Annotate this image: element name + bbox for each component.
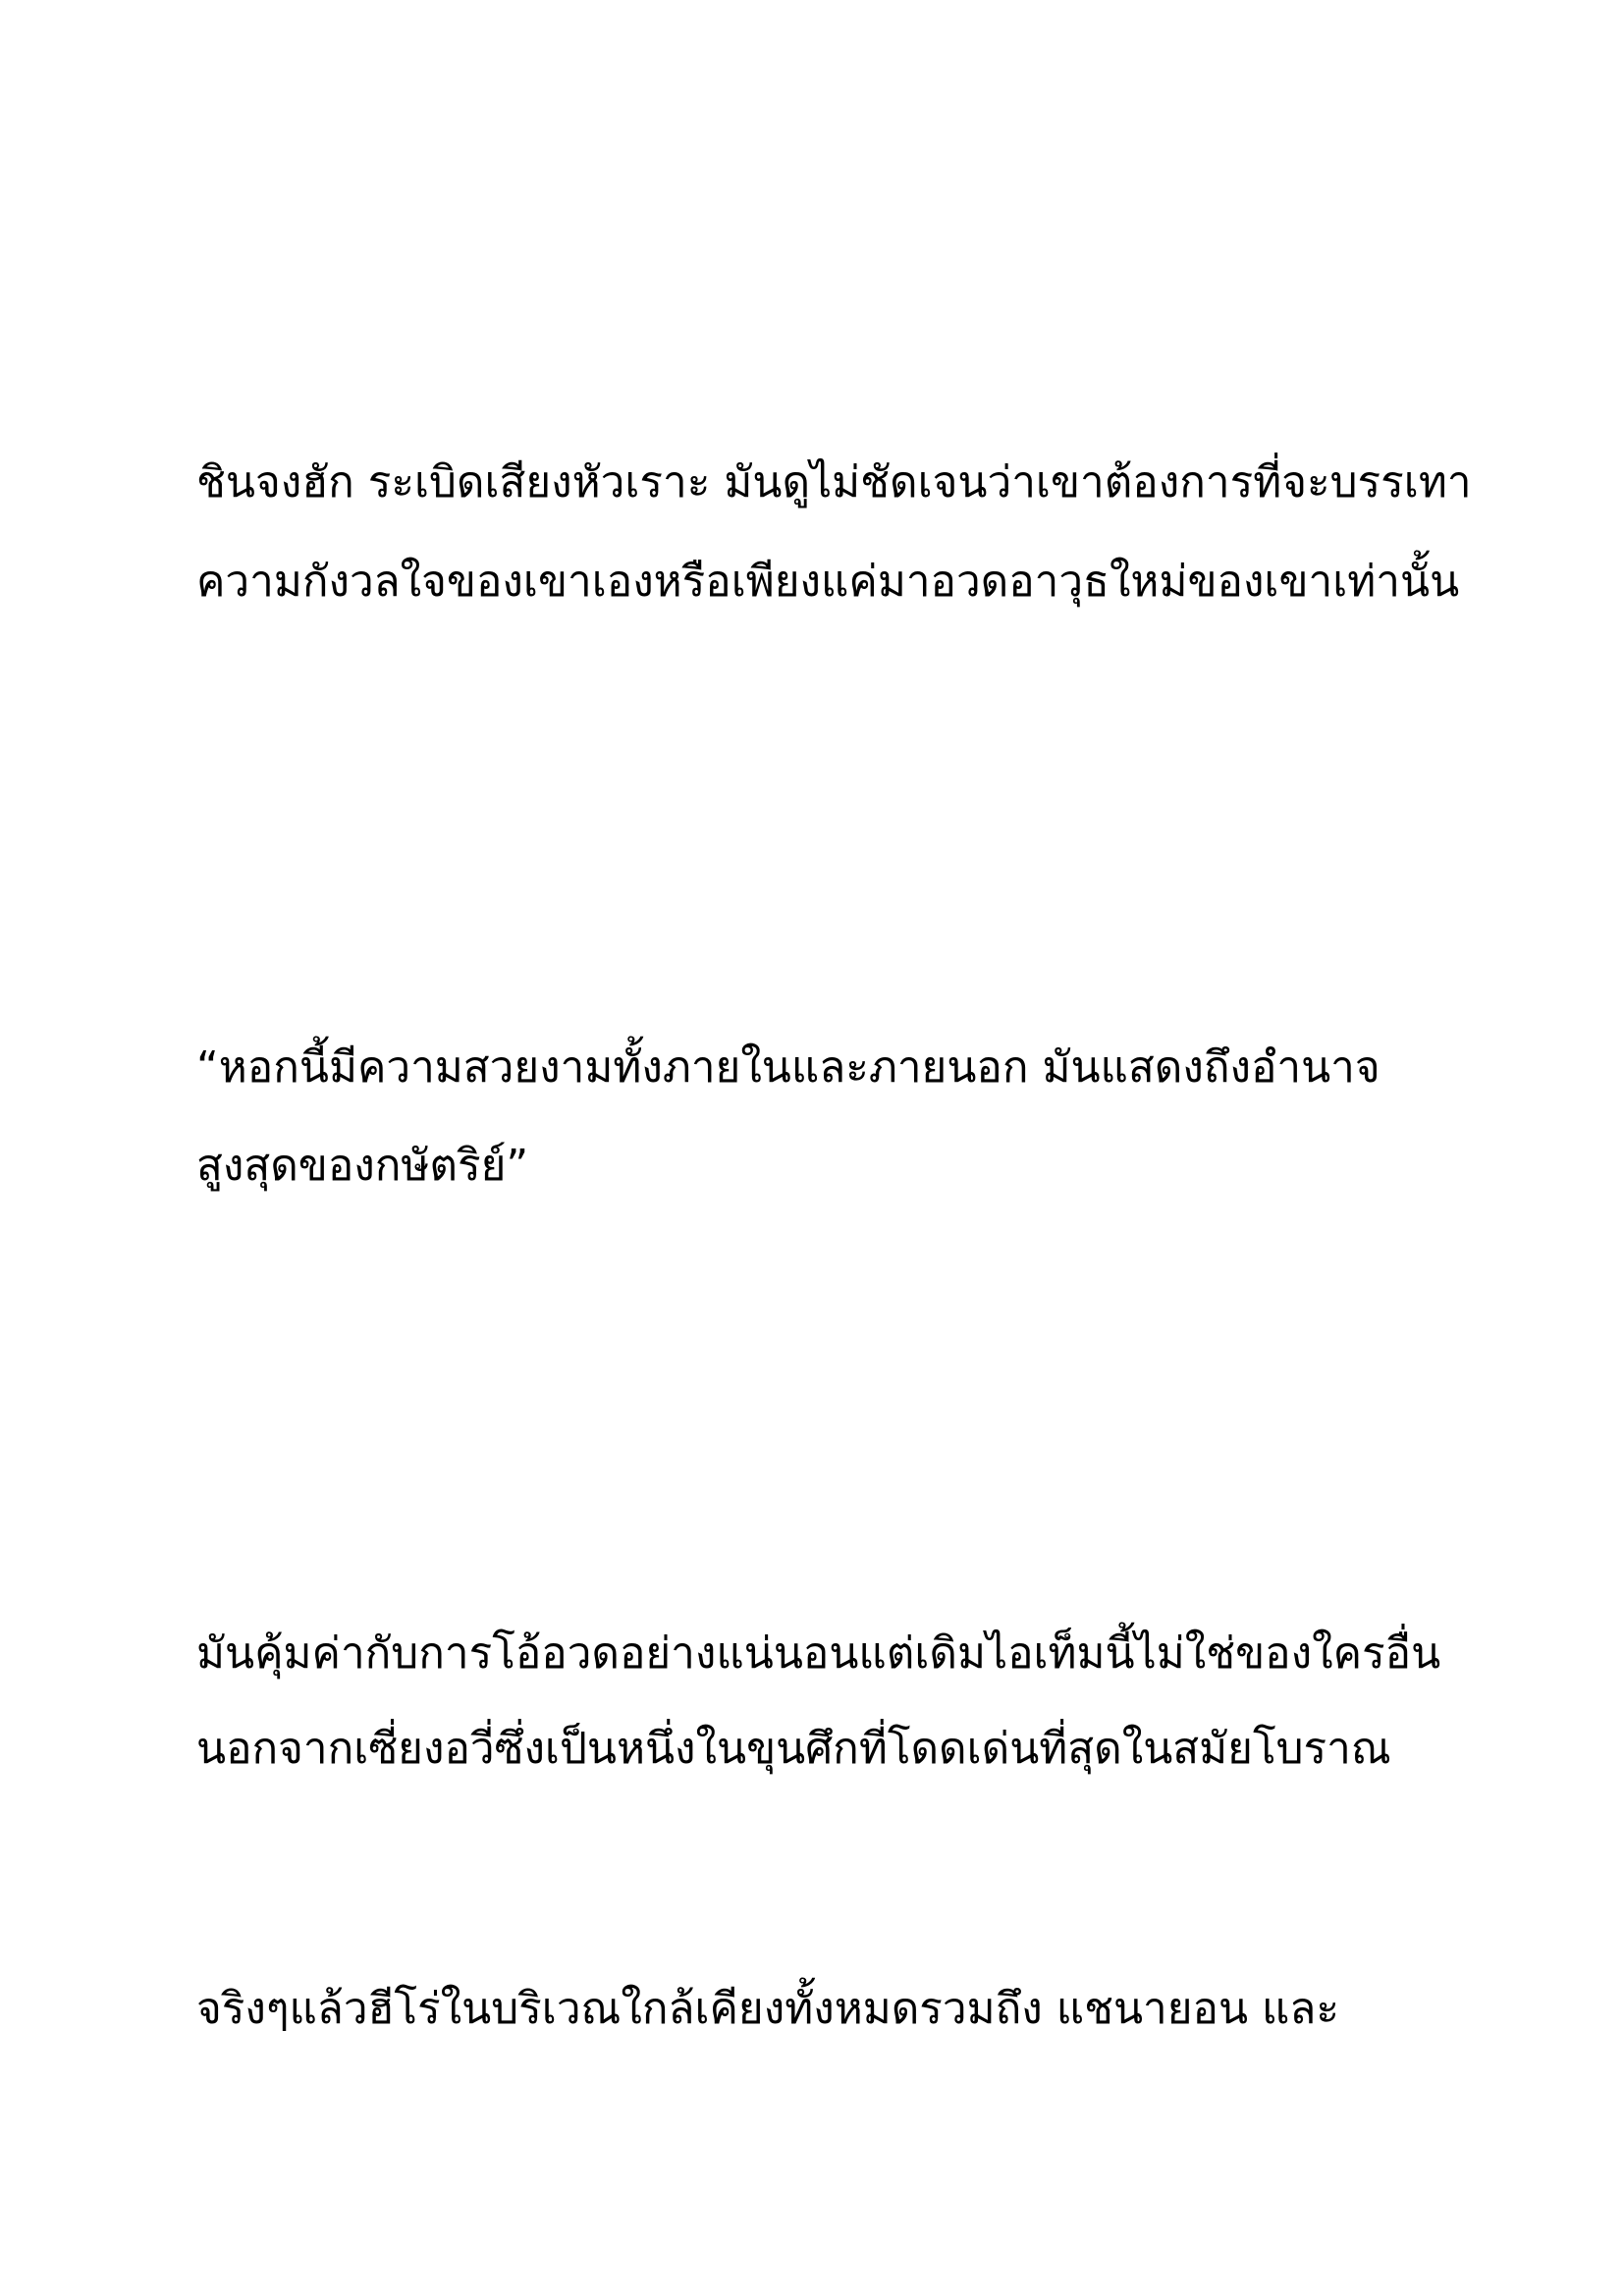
paragraph-4-line-1: จริงๆแล้วฮีโร่ในบริเวณใกล้เคียงทั้งหมดรวมถึง แชนายอน และ (196, 1984, 1339, 2034)
paragraph-2-line-1: “หอกนี้มีความสวยงามทั้งภายในและภายนอก มันแสดงถึงอำนาจ (196, 1042, 1380, 1093)
paragraph-3-line-1: มันคุ้มค่ากับการโอ้อวดอย่างแน่นอนแต่เดิมไอเท็มนี้ไม่ใช่ของใครอื่น (196, 1629, 1441, 1679)
paragraph-1-line-2: ความกังวลใจของเขาเองหรือเพียงแค่มาอวดอาวุธใหม่ของเขาเท่านั้น (196, 557, 1460, 607)
paragraph-2-line-2: สูงสุดของกษัตริย์” (196, 1141, 529, 1191)
paragraph-1-line-1: ชินจงฮัก ระเบิดเสียงหัวเราะ มันดูไม่ชัดเจนว่าเขาต้องการที่จะบรรเทา (196, 457, 1472, 507)
paragraph-3-line-2: นอกจากเซี่ยงอวี่ซึ่งเป็นหนึ่งในขุนศึกที่โดดเด่นที่สุดในสมัยโบราณ (196, 1724, 1391, 1774)
